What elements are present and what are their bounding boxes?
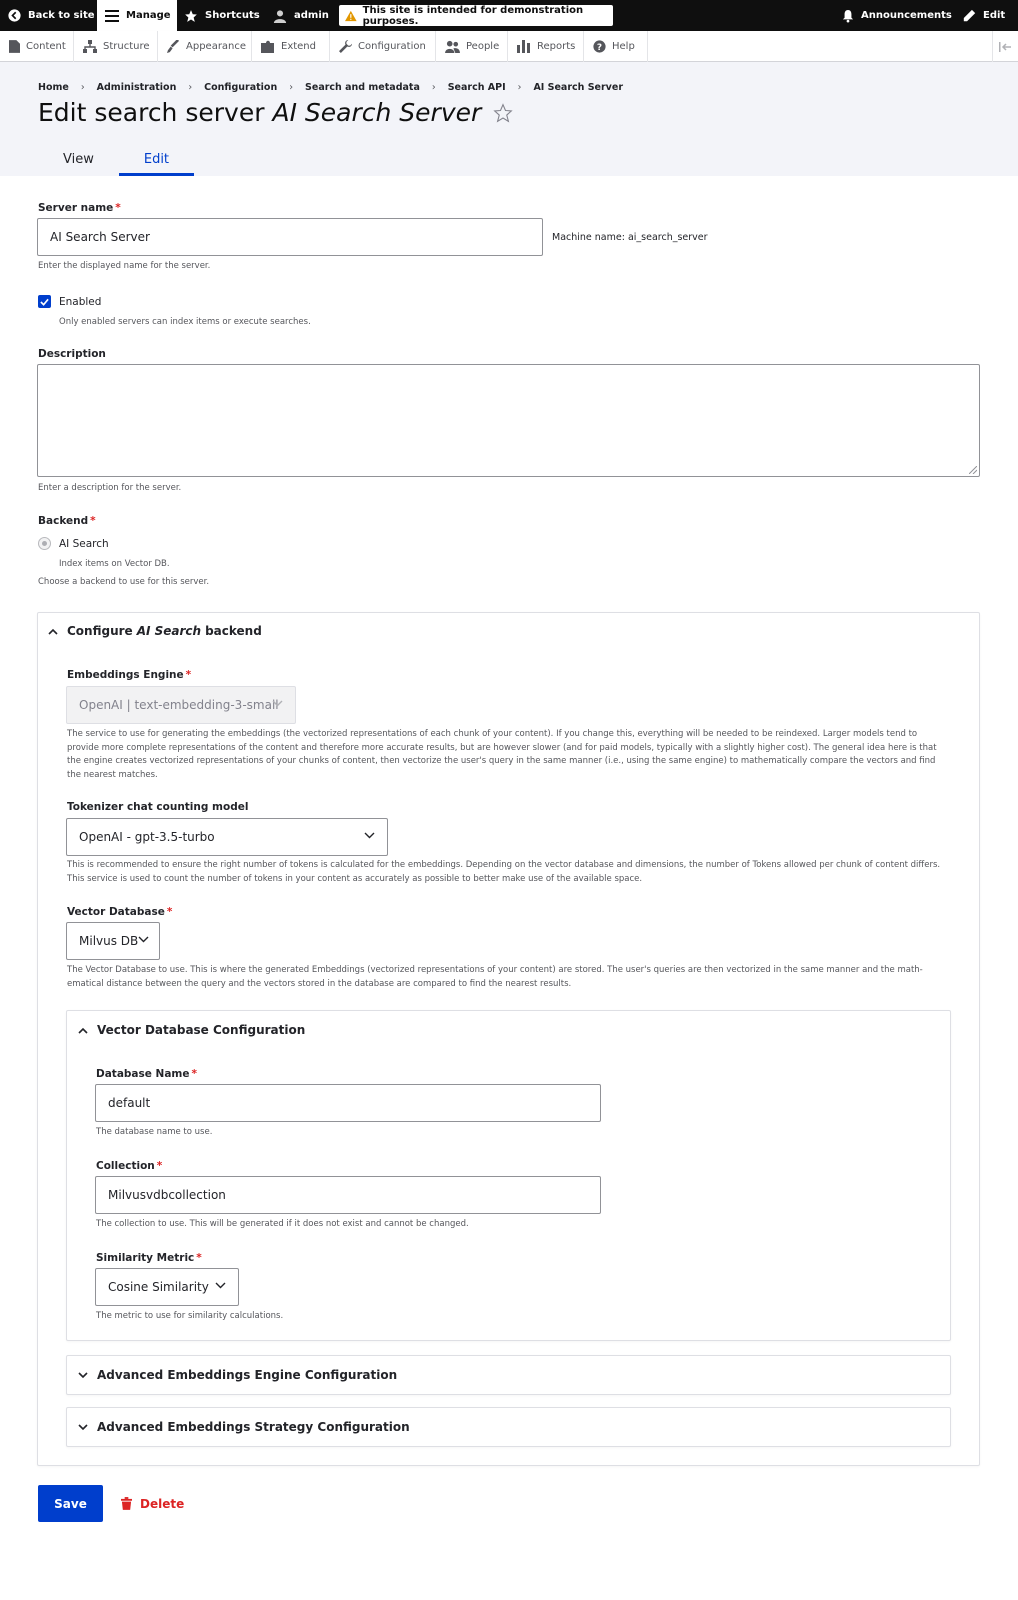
advanced-strategy-summary[interactable] — [78, 1420, 410, 1434]
structure-icon — [83, 40, 97, 53]
local-tasks — [38, 142, 194, 176]
embeddings-engine-value: OpenAI | text-embedding-3-small — [79, 698, 279, 712]
back-to-site-link[interactable] — [8, 0, 95, 31]
summary-suffix: backend — [205, 624, 262, 638]
user-icon — [273, 9, 287, 23]
summary-prefix: Configure — [67, 624, 133, 638]
database-name-help: The database name to use. — [96, 1127, 213, 1137]
shortcuts-tab[interactable] — [184, 0, 260, 31]
enabled-checkbox[interactable] — [38, 295, 51, 308]
vdb-config-summary-label: Vector Database Configuration — [97, 1023, 306, 1037]
vector-database-label-text: Vector Database — [67, 906, 165, 918]
summary-backend-name: AI Search — [136, 624, 202, 638]
advanced-engine-summary[interactable] — [78, 1368, 397, 1382]
menu-item-label: Help — [612, 41, 635, 52]
menu-item-label: People — [466, 41, 500, 52]
admin-menu — [0, 31, 1018, 62]
menu-item-label: Appearance — [186, 41, 247, 52]
server-name-input[interactable] — [37, 218, 543, 256]
star-icon — [184, 9, 198, 23]
page-header — [0, 62, 1018, 176]
demo-warning-text: This site is intended for demonstration purposes. — [362, 4, 584, 27]
collapse-icon — [999, 42, 1012, 52]
similarity-metric-value: Cosine Similarity — [108, 1280, 209, 1294]
user-label: admin — [294, 10, 329, 21]
chevron-down-icon — [364, 832, 375, 839]
tokenizer-help: This is recommended to ensure the right number of tokens is calculated for the embeddings. Depending on the vector database and dimensions, the number of Tokens allowed per chunk of content differs. This service is used to count the number of tokens in your content as accurately as possible to better make use of the available space. — [67, 860, 941, 884]
breadcrumb-separator: › — [188, 82, 193, 93]
embeddings-engine-label-text: Embeddings Engine — [67, 669, 184, 681]
brush-icon — [167, 40, 180, 53]
menu-item-reports[interactable] — [508, 31, 584, 62]
checkmark-icon — [40, 298, 49, 306]
collection-input[interactable] — [95, 1176, 601, 1214]
similarity-metric-help: The metric to use for similarity calculations. — [96, 1311, 284, 1321]
menu-item-people[interactable] — [436, 31, 508, 62]
menu-item-label: Extend — [281, 41, 316, 52]
database-name-label-text: Database Name — [96, 1068, 190, 1080]
hamburger-icon — [105, 10, 119, 22]
admin-toolbar — [0, 0, 1018, 31]
bell-icon — [842, 9, 854, 23]
breadcrumb-search-api[interactable]: Search API — [447, 82, 506, 93]
breadcrumb — [38, 82, 623, 93]
breadcrumb-separator: › — [80, 82, 85, 93]
delete-label: Delete — [140, 1496, 185, 1511]
database-name-value: default — [108, 1096, 151, 1110]
wrench-icon — [339, 40, 352, 53]
breadcrumb-ai-search-server[interactable]: AI Search Server — [533, 82, 624, 93]
people-icon — [445, 40, 460, 53]
save-button[interactable]: Save — [38, 1485, 103, 1522]
menu-item-structure[interactable] — [74, 31, 158, 62]
collection-label — [96, 1160, 162, 1172]
page-title-name: AI Search Server — [272, 98, 482, 127]
chevron-down-icon — [215, 1282, 226, 1289]
trash-icon — [121, 1497, 132, 1510]
embeddings-engine-label — [67, 669, 191, 681]
vector-database-select[interactable] — [66, 922, 160, 960]
chevron-down-icon — [272, 700, 283, 707]
similarity-metric-label — [96, 1252, 202, 1264]
menu-item-extend[interactable] — [252, 31, 330, 62]
menu-item-label: Configuration — [358, 41, 426, 52]
enabled-description: Only enabled servers can index items or execute searches. — [59, 317, 311, 327]
vdb-config-summary[interactable] — [78, 1023, 305, 1037]
breadcrumb-separator: › — [517, 82, 522, 93]
demo-warning-badge — [339, 5, 613, 26]
pencil-icon — [963, 9, 976, 22]
required-marker: * — [156, 1160, 163, 1172]
advanced-strategy-label: Advanced Embeddings Strategy Configuration — [97, 1420, 410, 1434]
menu-item-appearance[interactable] — [158, 31, 252, 62]
advanced-engine-label: Advanced Embeddings Engine Configuration — [97, 1368, 398, 1382]
backend-ai-search-label: AI Search — [59, 538, 109, 550]
back-arrow-icon — [8, 9, 21, 22]
breadcrumb-search-metadata[interactable]: Search and metadata — [305, 82, 420, 93]
svg-text:?: ? — [596, 42, 603, 53]
collection-help: The collection to use. This will be generated if it does not exist and cannot be changed. — [96, 1219, 469, 1229]
page-title-prefix: Edit search server — [38, 98, 265, 127]
server-name-label-text: Server name — [38, 202, 114, 214]
vector-database-help: The Vector Database to use. This is where the generated Embeddings (vectorized representations of your content) are stored. The user's queries are then vectorized in the same manner and the mathematical distance between the query and the vectors stored in the database are compared to find the nearest results. — [67, 965, 923, 989]
similarity-metric-label-text: Similarity Metric — [96, 1252, 195, 1264]
chevron-down-icon — [78, 1372, 88, 1379]
page-title — [38, 98, 513, 127]
backend-label — [38, 515, 96, 527]
server-name-label — [38, 202, 121, 214]
embeddings-engine-select — [66, 686, 296, 724]
manage-label: Manage — [126, 10, 171, 21]
chevron-down-icon — [78, 1424, 88, 1431]
collection-value: Milvusvdbcollection — [108, 1188, 226, 1202]
menu-item-label: Content — [26, 41, 66, 52]
shortcuts-label: Shortcuts — [205, 10, 260, 21]
announcements-tab[interactable] — [842, 0, 952, 31]
puzzle-icon — [261, 40, 275, 53]
menu-item-help[interactable] — [584, 31, 648, 62]
backend-ai-search-radio[interactable] — [38, 537, 51, 550]
back-to-site-label: Back to site — [28, 10, 95, 21]
configure-backend-summary[interactable] — [48, 624, 262, 638]
server-name-description: Enter the displayed name for the server. — [38, 261, 211, 271]
favorite-star-icon[interactable] — [493, 103, 513, 123]
user-tab[interactable] — [273, 0, 329, 31]
collapse-menu-button[interactable] — [992, 31, 1018, 62]
tokenizer-select[interactable] — [66, 818, 388, 856]
help-icon — [593, 40, 606, 53]
backend-label-text: Backend — [38, 515, 89, 527]
required-marker: * — [191, 1068, 197, 1080]
machine-name: Machine name: ai_search_server — [552, 232, 708, 243]
edit-mode-tab[interactable] — [963, 0, 1005, 31]
document-icon — [9, 40, 20, 53]
tokenizer-value: OpenAI - gpt-3.5-turbo — [79, 830, 215, 844]
breadcrumb-administration[interactable]: Administration — [96, 82, 177, 93]
chevron-down-icon — [138, 936, 149, 943]
breadcrumb-separator: › — [431, 82, 436, 93]
database-name-label — [96, 1068, 197, 1080]
tab-edit[interactable]: Edit — [119, 142, 194, 176]
backend-ai-search-description: Index items on Vector DB. — [59, 559, 170, 569]
similarity-metric-select[interactable] — [95, 1268, 239, 1306]
menu-item-label: Reports — [537, 41, 576, 52]
menu-item-configuration[interactable] — [330, 31, 436, 62]
breadcrumb-separator: › — [289, 82, 294, 93]
chevron-up-icon — [48, 628, 58, 635]
warning-icon — [345, 10, 357, 22]
description-help: Enter a description for the server. — [38, 483, 182, 493]
required-marker: * — [90, 515, 96, 527]
required-marker: * — [115, 202, 121, 214]
enabled-label: Enabled — [59, 296, 102, 308]
menu-item-label: Structure — [103, 41, 150, 52]
announcements-label: Announcements — [861, 10, 952, 21]
description-label: Description — [38, 348, 106, 360]
description-textarea[interactable] — [37, 364, 980, 477]
breadcrumb-configuration[interactable]: Configuration — [204, 82, 278, 93]
breadcrumb-home[interactable]: Home — [38, 82, 69, 93]
collection-label-text: Collection — [96, 1160, 155, 1172]
resize-handle-icon[interactable] — [969, 466, 977, 474]
tokenizer-label: Tokenizer chat counting model — [67, 801, 249, 813]
embeddings-engine-help: The service to use for generating the embeddings (the vectorized representations of each chunk of your content). If you change this, everything will be needed to be reindexed. Larger models tend to provide more complete representations of the content and therefore more accurate results, but are however slower (and for paid models, typically with a slightly higher cost). The general idea here is that the engine creates vectorized representations of your chunks of content, then vectorize the user's query in the same manner (i.e., using the same engine) to mathematically compare the vectors and find the nearest matches. — [67, 729, 937, 780]
required-marker: * — [196, 1252, 202, 1264]
edit-mode-label: Edit — [983, 10, 1006, 21]
menu-item-content[interactable] — [0, 31, 74, 62]
vector-database-label — [67, 906, 172, 918]
delete-button[interactable] — [121, 1485, 184, 1522]
required-marker: * — [166, 906, 173, 918]
vector-database-value: Milvus DB — [79, 934, 139, 948]
tab-view[interactable]: View — [63, 151, 94, 167]
backend-help: Choose a backend to use for this server. — [38, 577, 210, 587]
required-marker: * — [185, 669, 192, 681]
manage-tab[interactable] — [97, 0, 177, 31]
database-name-input[interactable] — [95, 1084, 601, 1122]
chevron-up-icon — [78, 1027, 88, 1034]
bar-chart-icon — [517, 40, 531, 53]
server-name-value: AI Search Server — [50, 230, 150, 244]
radio-dot — [42, 541, 47, 546]
